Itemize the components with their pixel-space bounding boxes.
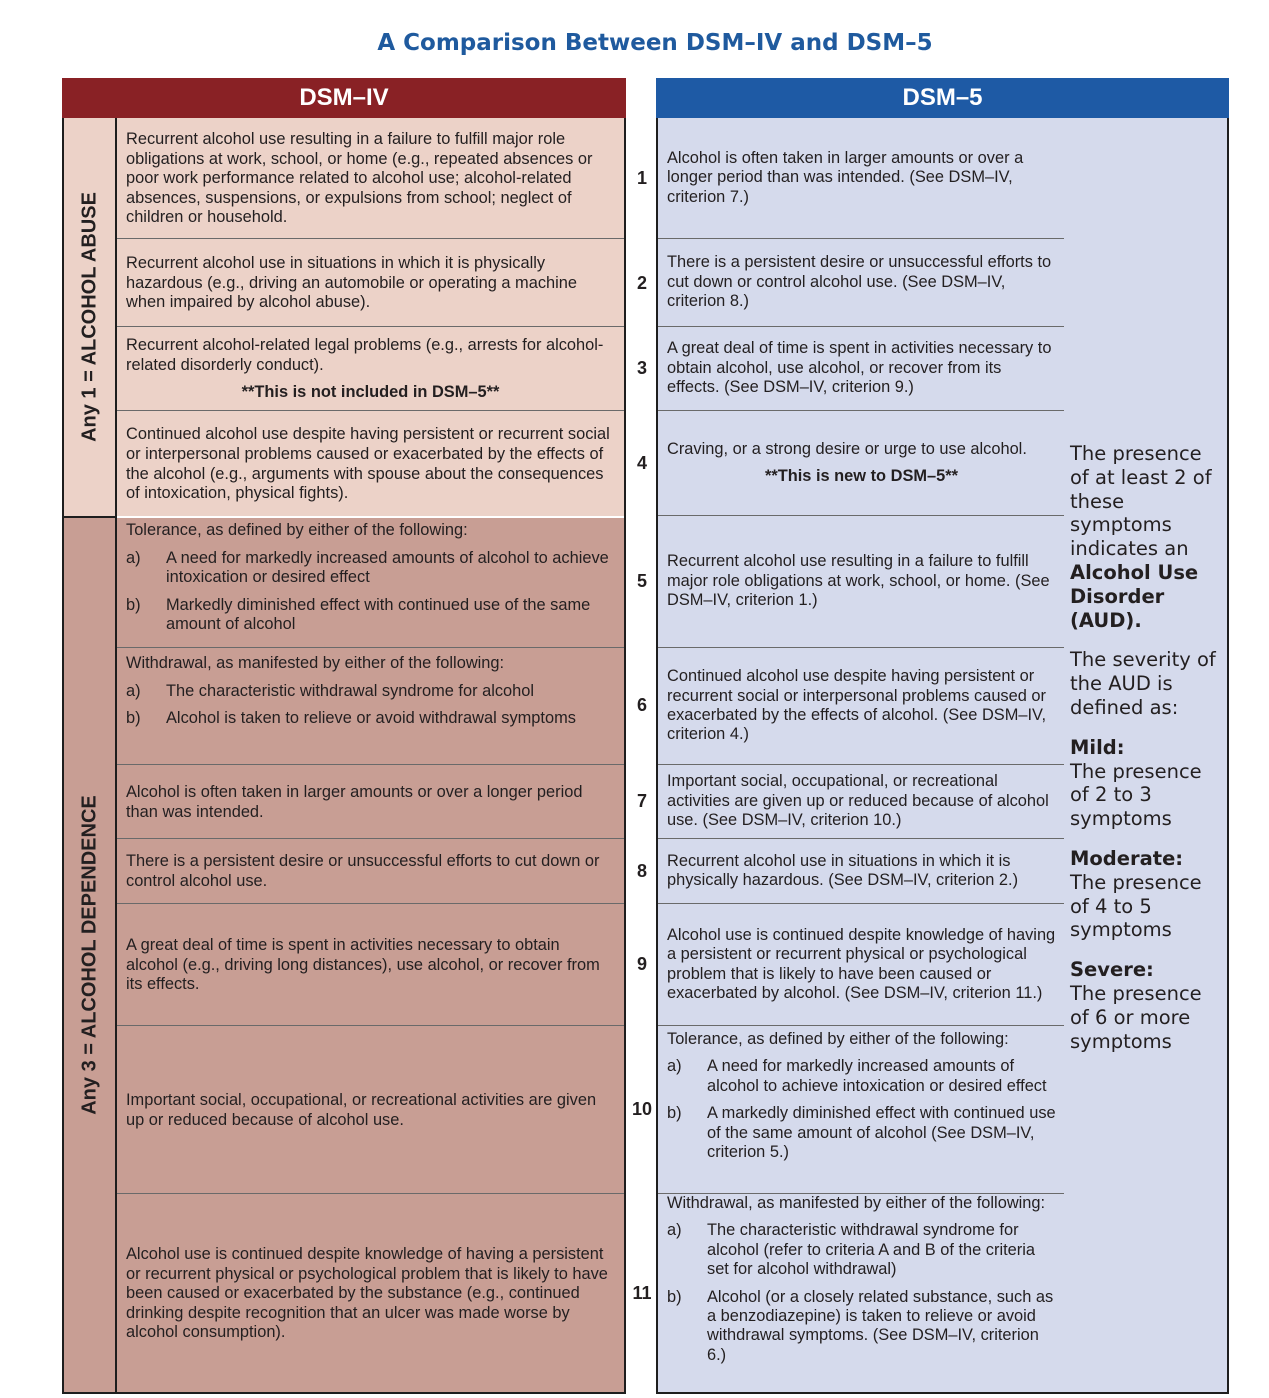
sub-item-b [667,1288,1056,1366]
severity-intro: The severity of the AUD is defined as: [1070,648,1216,719]
severity-label: Severe: [1070,958,1154,982]
criterion-text: Recurrent alcohol use resulting in a failure to fulfill major role obligations at work, school, or home (e.g., repeated absences or poor work performance related to alcohol use; alcohol-related absences, suspensions, or expulsions from school; neglect of children or household. [126,130,593,227]
criterion-number: 3 [636,358,647,378]
criterion-number: 5 [636,571,647,591]
dsm5-criterion-11 [658,1194,1064,1392]
dsm4-header: DSM–IV [62,78,626,118]
dsm5-criterion-1 [658,118,1064,239]
criterion-text: Recurrent alcohol use in situations in which it is physically hazardous (e.g., driving an automobile or operating a machine when impaired by alcohol abuse). [126,254,578,312]
sub-item-a [126,682,615,702]
criterion-text: Recurrent alcohol use in situations in which it is physically hazardous. (See DSM–IV, criterion 2.) [667,851,1019,889]
item-marker: b) [126,709,141,728]
dsm4-criterion-3 [117,327,624,411]
presence-text: The presence of at least 2 of these symptoms indicates an [1070,442,1212,561]
sub-item-b [126,709,615,729]
criterion-number: 7 [636,791,647,811]
item-marker: b) [667,1104,682,1123]
sub-item-text: A need for markedly increased amounts of alcohol to achieve intoxication or desired effect [166,548,609,587]
severity-mild [1070,736,1224,831]
dsm5-criterion-2 [658,239,1064,327]
criterion-text: Withdrawal, as manifested by either of the following: [126,654,505,672]
criterion-text: Craving, or a strong desire or urge to use alcohol. [667,439,1027,458]
sub-item-text: The characteristic withdrawal syndrome for alcohol (refer to criteria A and B of the criteria set for alcohol withdrawal) [707,1221,1035,1279]
dsm5-criterion-5 [658,516,1064,648]
alcohol-dependence-group [64,516,117,1392]
presence-paragraph [1070,442,1224,632]
dsm4-criterion-4 [117,411,624,516]
criterion-text: Alcohol is often taken in larger amounts or over a longer period than was intended. [126,782,583,821]
dsm4-criterion-9 [117,904,624,1026]
sub-item-text: Alcohol (or a closely related substance, such as a benzodiazepine) is taken to relieve or avoid withdrawal symptoms. (See DSM–IV, criterion 6.) [707,1287,1054,1364]
page-title: A Comparison Between DSM–IV and DSM–5 [377,30,933,56]
criterion-number: 6 [636,695,647,715]
criterion-text: Withdrawal, as manifested by either of the following: [667,1194,1046,1212]
alcohol-dependence-label: Any 3 = ALCOHOL DEPENDENCE [78,795,100,1115]
aud-term: Alcohol Use Disorder (AUD). [1070,560,1199,632]
criterion-number: 10 [631,1099,653,1119]
criterion-text: Important social, occupational, or recreational activities are given up or reduced because of alcohol use. (See DSM–IV, criterion 10.) [667,772,1049,830]
severity-text: The presence of 4 to 5 symptoms [1070,870,1202,942]
aud-summary [1070,442,1224,1069]
criterion-text: A great deal of time is spent in activities necessary to obtain alcohol (e.g., driving long distances), use alcohol, or recover from its effects. [126,936,600,994]
criterion-note: **This is new to DSM–5** [764,467,959,485]
criterion-text: A great deal of time is spent in activities necessary to obtain alcohol, use alcohol, or recover from its effects. (See DSM–IV, criterion 9.) [667,339,1052,397]
dsm5-criterion-4 [658,411,1064,516]
sub-item-a [126,549,615,588]
dsm5-criterion-3 [658,327,1064,411]
criterion-text: There is a persistent desire or unsuccessful efforts to cut down or control alcohol use. [126,852,600,890]
sub-item-text: The characteristic withdrawal syndrome for alcohol [166,681,535,700]
alcohol-abuse-group [64,118,117,516]
criterion-text: There is a persistent desire or unsuccessful efforts to cut down or control alcohol use. (See DSM–IV, criterion 8.) [667,253,1052,311]
sub-item-b [126,596,615,635]
dsm4-criterion-2 [117,239,624,327]
dsm4-criterion-11 [117,1194,624,1392]
item-marker: a) [126,681,141,700]
criterion-number: 9 [636,954,647,974]
dsm4-criterion-5 [117,518,624,648]
sub-item-a [667,1057,1056,1096]
criterion-text: Tolerance, as defined by either of the following: [126,521,468,539]
criterion-number: 2 [636,273,647,293]
alcohol-abuse-label: Any 1 = ALCOHOL ABUSE [78,192,100,442]
dsm5-criterion-6 [658,648,1064,765]
criterion-text: Recurrent alcohol use resulting in a failure to fulfill major role obligations at work, school, or home. (See DSM–IV, criterion 1.) [667,552,1050,610]
dsm4-criterion-6 [117,648,624,765]
dsm5-criterion-10 [658,1026,1064,1194]
criterion-text: Alcohol use is continued despite knowledge of having a persistent or recurrent physical or psychological problem that is likely to have been caused or exacerbated by the substance (e.g., continued drinking despite recognition that an ulcer was made worse by alcohol consumption). [126,1245,608,1342]
criterion-number: 1 [636,168,647,188]
sub-item-text: Alcohol is taken to relieve or avoid withdrawal symptoms [166,709,576,728]
dsm5-criterion-8 [658,839,1064,904]
criterion-number: 11 [632,1283,652,1303]
criterion-note: **This is not included in DSM–5** [241,383,500,402]
dsm4-criterion-8 [117,839,624,904]
sub-item-text: A markedly diminished effect with continued use of the same amount of alcohol (See DSM–IV, criterion 5.) [707,1104,1056,1162]
item-marker: a) [126,548,141,567]
severity-severe [1070,958,1224,1053]
sub-item-text: A need for markedly increased amounts of alcohol to achieve intoxication or desired effect [707,1057,1047,1095]
item-marker: a) [667,1221,682,1240]
criterion-number: 8 [636,861,647,881]
criterion-number: 4 [636,453,647,473]
severity-text: The presence of 6 or more symptoms [1070,981,1202,1053]
severity-label: Mild: [1070,735,1125,759]
severity-moderate [1070,847,1224,942]
criterion-text: Continued alcohol use despite having persistent or recurrent social or interpersonal problems caused or exacerbated by the effects of the alcohol (e.g., arguments with spouse about the consequences of intoxication, physical fights). [126,425,610,503]
sub-item-text: Markedly diminished effect with continued use of the same amount of alcohol [166,595,591,634]
dsm4-criterion-7 [117,765,624,839]
item-marker: b) [667,1287,682,1306]
criterion-text: Alcohol is often taken in larger amounts or over a longer period than was intended. (See DSM–IV, criterion 7.) [667,148,1024,206]
criterion-text: Recurrent alcohol-related legal problems (e.g., arrests for alcohol-related disorderly conduct). [126,336,604,374]
dsm4-criterion-1 [117,118,624,239]
item-marker: a) [667,1057,682,1076]
dsm5-criterion-9 [658,904,1064,1026]
dsm5-header: DSM–5 [656,78,1229,118]
severity-text: The presence of 2 to 3 symptoms [1070,759,1202,831]
severity-label: Moderate: [1070,846,1184,870]
criterion-text: Important social, occupational, or recreational activities are given up or reduced because of alcohol use. [126,1090,597,1129]
sub-item-b [667,1104,1056,1162]
criterion-text: Alcohol use is continued despite knowledge of having a persistent or recurrent physical or psychological problem that is likely to have been caused or exacerbated by alcohol. (See DSM–IV, criterion 11.) [667,925,1056,1002]
sub-item-a [667,1221,1056,1279]
dsm5-criterion-7 [658,765,1064,839]
criterion-text: Tolerance, as defined by either of the following: [667,1030,1009,1048]
dsm4-criterion-10 [117,1026,624,1194]
criterion-text: Continued alcohol use despite having persistent or recurrent social or interpersonal problems caused or exacerbated by the effects of alcohol. (See DSM–IV, criterion 4.) [667,667,1047,744]
item-marker: b) [126,595,141,614]
